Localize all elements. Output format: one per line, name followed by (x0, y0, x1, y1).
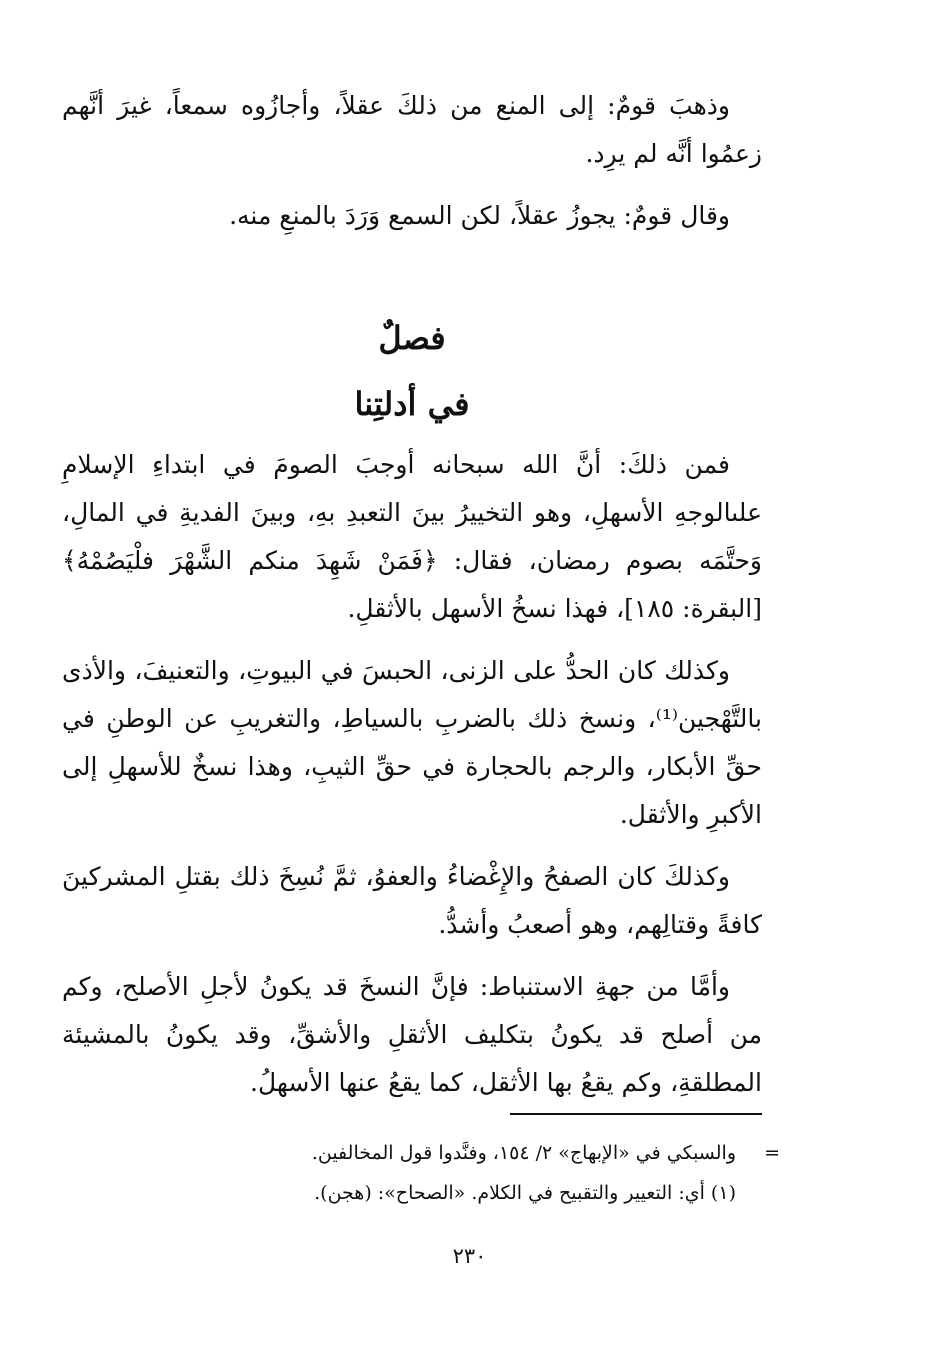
footnote-1 (150, 1173, 780, 1213)
top-text-block (62, 82, 762, 240)
footnote-continuation-text: والسبكي في «الإبهاج» ٢/ ١٥٤، وفنَّدوا قول المخالفين. (311, 1142, 736, 1164)
paragraph-evidence-fasting: فمن ذلكَ: أنَّ الله سبحانه أوجبَ الصومَ في ابتداءِ الإسلامِ علىالوجهِ الأسهلِ، وهو التخييرُ بينَ التعبدِ بهِ، وبينَ الفديةِ في المالِ، وَحتَّمَه بصوم رمضان، فقال: ﴿فَمَنْ شَهِدَ منكم الشَّهْرَ فلْيَصُمْهُ﴾ [البقرة: ١٨٥]، فهذا نسخُ الأسهل بالأثقلِ. (62, 450, 762, 623)
footnote-1-text: (١) أي: التعيير والتقبيح في الكلام. «الصحاح»: (هجن). (314, 1182, 736, 1204)
section-subheading: في أدلتِنا (354, 385, 470, 423)
paragraph-evidence-istinbat: وأمَّا من جهةِ الاستنباط: فإنَّ النسخَ قد يكونُ لأجلِ الأصلح، وكم من أصلح قد يكونُ بتكليف الأثقلِ والأشقِّ، وقد يكونُ بالمشيئة المطلقةِ، وكم يقعُ بها الأثقل، كما يقعُ عنها الأسهلُ. (62, 972, 762, 1097)
paragraph-evidence-hadd: وكذلك كان الحدُّ على الزنى، الحبسَ في البيوتِ، والتعنيفَ، والأذى بالتَّهْجين⁽¹⁾، ونسخ ذلك بالضربِ بالسياطِ، والتغريبِ عن الوطنِ في حقِّ الأبكار، والرجم بالحجارة في حقِّ الثيبِ، وهذا نسخٌ للأسهلِ إلى الأكبرِ والأثقل. (62, 656, 762, 829)
footnote-separator (510, 1113, 762, 1115)
paragraph-opinion-1: وذهبَ قومٌ: إلى المنع من ذلكَ عقلاً، وأجازُوه سمعاً، غيرَ أنَّهم زعمُوا أنَّه لم يرِد. (62, 91, 762, 168)
paragraph-evidence-forgiveness: وكذلكَ كان الصفحُ والإِغْضاءُ والعفوُ، ثمَّ نُسِخَ ذلك بقتلِ المشركينَ كافةً وقتالِهم، وهو أصعبُ وأشدُّ. (62, 862, 762, 939)
footnote-continuation (150, 1133, 780, 1173)
main-text-block (62, 441, 762, 1107)
section-heading-fasl: فصلٌ (378, 319, 446, 357)
paragraph-opinion-2: وقال قومٌ: يجوزُ عقلاً، لكن السمع وَرَدَ بالمنعِ منه. (229, 201, 730, 230)
page-number: ٢٣٠ (452, 1244, 487, 1268)
footnote-continuation-marker: = (764, 1142, 780, 1164)
